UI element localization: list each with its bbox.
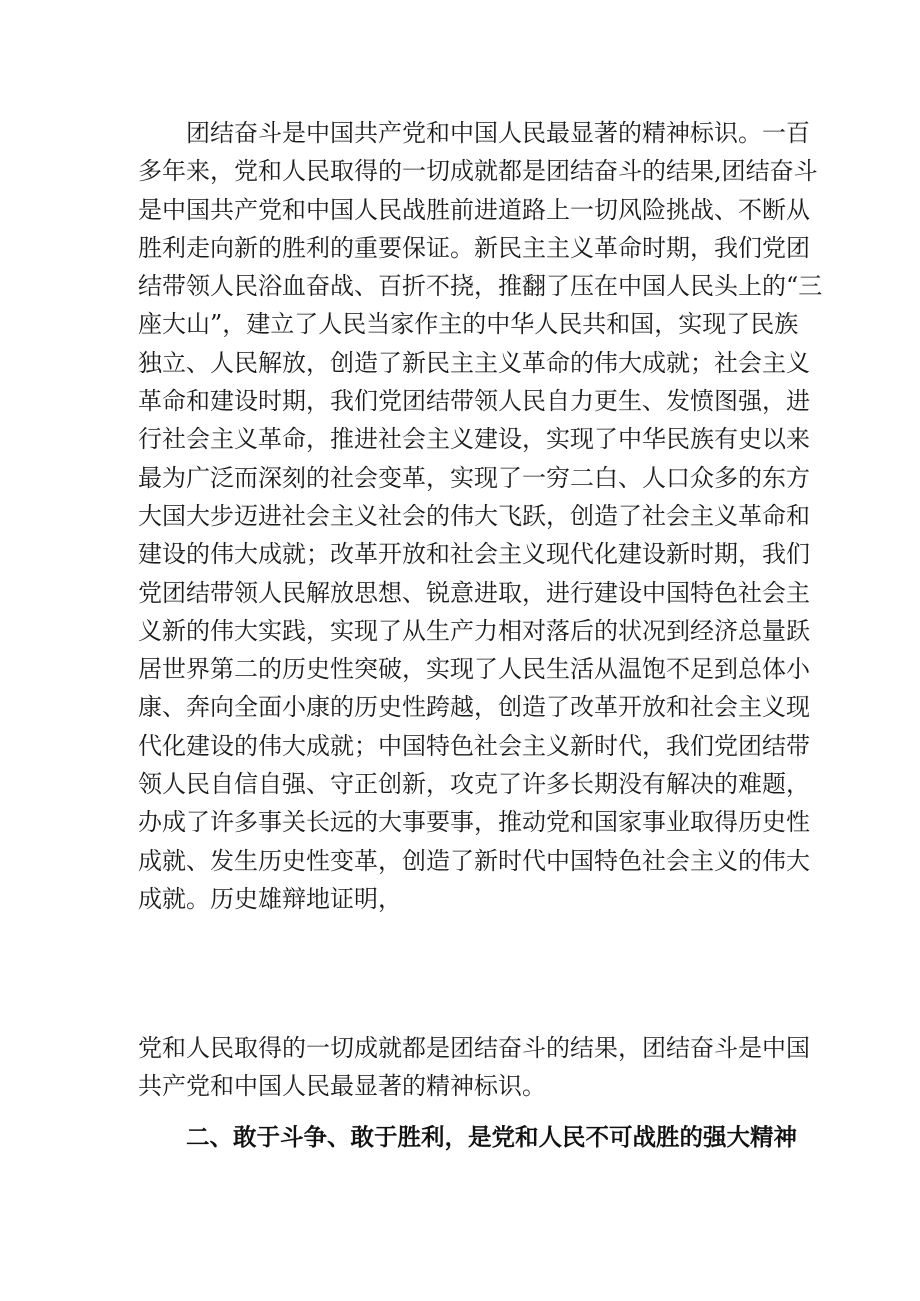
- body-paragraph-2: [138, 1029, 810, 1106]
- section-heading: 二、敢于斗争、敢于胜利，是党和人民不可战胜的强大精神: [186, 1123, 797, 1151]
- paragraph-line: 党团结带领人民解放思想、锐意进取，进行建设中国特色社会主: [138, 578, 810, 607]
- paragraph-line: 建设的伟大成就；改革开放和社会主义现代化建设新时期，我们: [138, 540, 810, 569]
- paragraph-line: 办成了许多事关长远的大事要事，推动党和国家事业取得历史性: [138, 808, 810, 837]
- paragraph-line: 领人民自信自强、守正创新，攻克了许多长期没有解决的难题，: [138, 770, 810, 799]
- paragraph-line: 成就。历史雄辩地证明，: [138, 884, 402, 913]
- paragraph-line: 多年来，党和人民取得的一切成就都是团结奋斗的结果,团结奋斗: [138, 157, 818, 186]
- paragraph-line: 代化建设的伟大成就；中国特色社会主义新时代，我们党团结带: [138, 731, 810, 760]
- paragraph-line: 党和人民取得的一切成就都是团结奋斗的结果，团结奋斗是中国: [138, 1034, 810, 1062]
- paragraph-line: 独立、人民解放，创造了新民主主义革命的伟大成就；社会主义: [138, 348, 810, 377]
- paragraph-line: 座大山”，建立了人民当家作主的中华人民共和国，实现了民族: [138, 310, 799, 339]
- paragraph-line: 居世界第二的历史性突破，实现了人民生活从温饱不足到总体小: [138, 655, 810, 684]
- paragraph-line: 大国大步迈进社会主义社会的伟大飞跃，创造了社会主义革命和: [138, 501, 810, 530]
- paragraph-line: 最为广泛而深刻的社会变革，实现了一穷二白、人口众多的东方: [138, 463, 810, 492]
- paragraph-line: 团结奋斗是中国共产党和中国人民最显著的精神标识。一百: [186, 119, 810, 147]
- body-paragraph-1: [138, 114, 823, 918]
- paragraph-line: 革命和建设时期，我们党团结带领人民自力更生、发愤图强，进: [138, 387, 810, 416]
- paragraph-line: 共产党和中国人民最显著的精神标识。: [138, 1072, 546, 1101]
- paragraph-line: 行社会主义革命，推进社会主义建设，实现了中华民族有史以来: [138, 425, 810, 454]
- paragraph-line: 是中国共产党和中国人民战胜前进道路上一切风险挑战、不断从: [138, 195, 810, 224]
- paragraph-line: 胜利走向新的胜利的重要保证。新民主主义革命时期，我们党团: [138, 233, 810, 262]
- paragraph-line: 康、奔向全面小康的历史性跨越，创造了改革开放和社会主义现: [138, 693, 810, 722]
- paragraph-line: 义新的伟大实践，实现了从生产力相对落后的状况到经济总量跃: [138, 616, 810, 645]
- paragraph-line: 成就、发生历史性变革，创造了新时代中国特色社会主义的伟大: [138, 846, 810, 875]
- paragraph-line: 结带领人民浴血奋战、百折不挠，推翻了压在中国人民头上的“三: [138, 272, 823, 301]
